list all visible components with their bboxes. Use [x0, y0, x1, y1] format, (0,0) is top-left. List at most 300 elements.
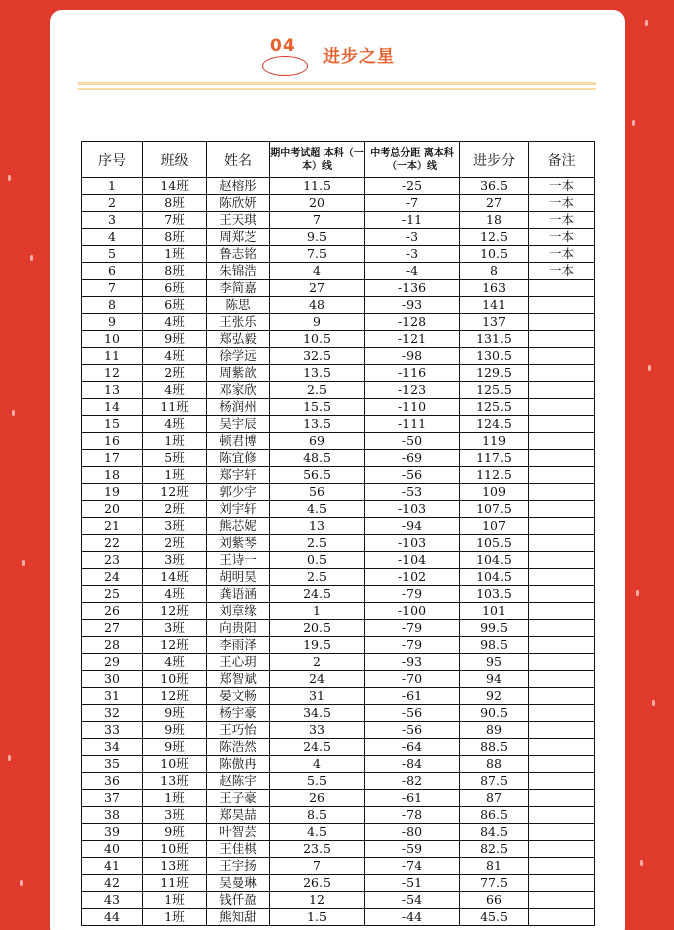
cell-index: 18	[82, 467, 143, 484]
cell-progress: 88	[460, 756, 529, 773]
cell-index: 3	[82, 212, 143, 229]
cell-name: 吴宇辰	[207, 416, 270, 433]
cell-class: 11班	[143, 399, 207, 416]
cell-entrance-below: -98	[365, 348, 460, 365]
cell-progress: 66	[460, 892, 529, 909]
cell-class: 9班	[143, 739, 207, 756]
cell-class: 9班	[143, 331, 207, 348]
table-row	[82, 722, 595, 739]
cell-entrance-below: -80	[365, 824, 460, 841]
cell-name: 杨润州	[207, 399, 270, 416]
confetti-dot	[8, 175, 11, 181]
cell-name: 赵陈宇	[207, 773, 270, 790]
table-row	[82, 756, 595, 773]
cell-entrance-below: -121	[365, 331, 460, 348]
cell-name: 刘章缘	[207, 603, 270, 620]
cell-entrance-below: -110	[365, 399, 460, 416]
column-header-progress: 进步分	[460, 142, 529, 178]
cell-index: 24	[82, 569, 143, 586]
cell-index: 34	[82, 739, 143, 756]
cell-remark	[529, 654, 595, 671]
cell-entrance-below: -44	[365, 909, 460, 926]
cell-name: 郑智斌	[207, 671, 270, 688]
confetti-dot	[640, 860, 643, 866]
cell-remark	[529, 909, 595, 926]
cell-name: 晏文畅	[207, 688, 270, 705]
cell-class: 6班	[143, 297, 207, 314]
cell-midterm-above: 12	[270, 892, 365, 909]
cell-class: 8班	[143, 263, 207, 280]
cell-entrance-below: -93	[365, 654, 460, 671]
cell-class: 9班	[143, 824, 207, 841]
cell-name: 陈浩然	[207, 739, 270, 756]
cell-progress: 87.5	[460, 773, 529, 790]
cell-entrance-below: -7	[365, 195, 460, 212]
cell-name: 王天琪	[207, 212, 270, 229]
cell-name: 郑弘毅	[207, 331, 270, 348]
cell-name: 朱锦浩	[207, 263, 270, 280]
cell-midterm-above: 2.5	[270, 535, 365, 552]
cell-progress: 125.5	[460, 382, 529, 399]
cell-name: 陈傲冉	[207, 756, 270, 773]
table-row	[82, 637, 595, 654]
cell-index: 8	[82, 297, 143, 314]
cell-progress: 163	[460, 280, 529, 297]
cell-midterm-above: 33	[270, 722, 365, 739]
cell-remark	[529, 739, 595, 756]
cell-progress: 104.5	[460, 552, 529, 569]
table-row	[82, 331, 595, 348]
cell-class: 12班	[143, 484, 207, 501]
cell-remark	[529, 348, 595, 365]
cell-class: 6班	[143, 280, 207, 297]
cell-midterm-above: 8.5	[270, 807, 365, 824]
cell-index: 29	[82, 654, 143, 671]
cell-progress: 82.5	[460, 841, 529, 858]
table-row	[82, 620, 595, 637]
cell-name: 胡明昊	[207, 569, 270, 586]
cell-midterm-above: 69	[270, 433, 365, 450]
cell-index: 40	[82, 841, 143, 858]
cell-midterm-above: 7	[270, 858, 365, 875]
cell-remark	[529, 841, 595, 858]
cell-progress: 107.5	[460, 501, 529, 518]
cell-progress: 95	[460, 654, 529, 671]
cell-progress: 45.5	[460, 909, 529, 926]
divider-line	[78, 82, 596, 85]
oval-icon	[262, 56, 308, 76]
cell-progress: 103.5	[460, 586, 529, 603]
cell-entrance-below: -61	[365, 688, 460, 705]
cell-midterm-above: 5.5	[270, 773, 365, 790]
cell-name: 周紫歆	[207, 365, 270, 382]
cell-index: 41	[82, 858, 143, 875]
cell-remark	[529, 280, 595, 297]
cell-name: 顿君博	[207, 433, 270, 450]
cell-index: 1	[82, 178, 143, 195]
cell-index: 32	[82, 705, 143, 722]
cell-class: 13班	[143, 858, 207, 875]
cell-entrance-below: -54	[365, 892, 460, 909]
table-row	[82, 433, 595, 450]
table-row	[82, 382, 595, 399]
cell-remark	[529, 722, 595, 739]
cell-class: 10班	[143, 841, 207, 858]
cell-remark	[529, 756, 595, 773]
cell-progress: 129.5	[460, 365, 529, 382]
table-row	[82, 909, 595, 926]
cell-midterm-above: 48	[270, 297, 365, 314]
cell-entrance-below: -94	[365, 518, 460, 535]
cell-entrance-below: -79	[365, 620, 460, 637]
table-row	[82, 365, 595, 382]
cell-progress: 27	[460, 195, 529, 212]
cell-midterm-above: 32.5	[270, 348, 365, 365]
cell-remark	[529, 875, 595, 892]
cell-progress: 8	[460, 263, 529, 280]
cell-progress: 119	[460, 433, 529, 450]
cell-name: 刘宇轩	[207, 501, 270, 518]
cell-entrance-below: -103	[365, 535, 460, 552]
table-row	[82, 739, 595, 756]
cell-entrance-below: -116	[365, 365, 460, 382]
cell-entrance-below: -56	[365, 722, 460, 739]
cell-index: 43	[82, 892, 143, 909]
cell-progress: 90.5	[460, 705, 529, 722]
cell-name: 赵榕彤	[207, 178, 270, 195]
cell-class: 3班	[143, 518, 207, 535]
cell-remark	[529, 773, 595, 790]
cell-progress: 125.5	[460, 399, 529, 416]
cell-progress: 81	[460, 858, 529, 875]
cell-index: 21	[82, 518, 143, 535]
cell-remark	[529, 705, 595, 722]
cell-midterm-above: 23.5	[270, 841, 365, 858]
table-row	[82, 773, 595, 790]
cell-remark	[529, 688, 595, 705]
cell-progress: 84.5	[460, 824, 529, 841]
column-header-remark: 备注	[529, 142, 595, 178]
table-row	[82, 705, 595, 722]
cell-remark	[529, 382, 595, 399]
cell-progress: 36.5	[460, 178, 529, 195]
cell-name: 郭少宇	[207, 484, 270, 501]
section-title: 进步之星	[323, 47, 395, 67]
cell-name: 龚语涵	[207, 586, 270, 603]
section-number: 04	[270, 36, 296, 56]
cell-midterm-above: 13.5	[270, 365, 365, 382]
cell-entrance-below: -128	[365, 314, 460, 331]
cell-name: 王张乐	[207, 314, 270, 331]
cell-progress: 10.5	[460, 246, 529, 263]
cell-midterm-above: 19.5	[270, 637, 365, 654]
cell-midterm-above: 13.5	[270, 416, 365, 433]
cell-index: 17	[82, 450, 143, 467]
cell-entrance-below: -70	[365, 671, 460, 688]
column-header-entrance-below-line: 中考总分距 离本科（一本）线	[365, 142, 460, 178]
cell-name: 王佳棋	[207, 841, 270, 858]
table-row	[82, 892, 595, 909]
cell-midterm-above: 48.5	[270, 450, 365, 467]
confetti-dot	[652, 700, 655, 706]
confetti-dot	[12, 410, 15, 416]
cell-index: 31	[82, 688, 143, 705]
cell-class: 1班	[143, 246, 207, 263]
table-row	[82, 518, 595, 535]
cell-remark	[529, 671, 595, 688]
cell-remark	[529, 433, 595, 450]
cell-entrance-below: -59	[365, 841, 460, 858]
cell-progress: 12.5	[460, 229, 529, 246]
cell-remark	[529, 501, 595, 518]
cell-midterm-above: 7	[270, 212, 365, 229]
cell-midterm-above: 4.5	[270, 501, 365, 518]
cell-remark	[529, 790, 595, 807]
cell-progress: 141	[460, 297, 529, 314]
cell-entrance-below: -11	[365, 212, 460, 229]
cell-name: 王子豪	[207, 790, 270, 807]
cell-entrance-below: -53	[365, 484, 460, 501]
table-body	[82, 178, 595, 926]
cell-remark	[529, 620, 595, 637]
cell-entrance-below: -61	[365, 790, 460, 807]
cell-index: 9	[82, 314, 143, 331]
column-header-index: 序号	[82, 142, 143, 178]
cell-name: 徐学远	[207, 348, 270, 365]
cell-class: 1班	[143, 433, 207, 450]
cell-remark	[529, 484, 595, 501]
cell-progress: 124.5	[460, 416, 529, 433]
cell-index: 33	[82, 722, 143, 739]
cell-class: 3班	[143, 552, 207, 569]
cell-name: 熊知甜	[207, 909, 270, 926]
cell-class: 3班	[143, 807, 207, 824]
cell-progress: 92	[460, 688, 529, 705]
cell-remark	[529, 399, 595, 416]
cell-remark	[529, 450, 595, 467]
cell-class: 14班	[143, 178, 207, 195]
cell-midterm-above: 20.5	[270, 620, 365, 637]
cell-entrance-below: -51	[365, 875, 460, 892]
cell-name: 王诗一	[207, 552, 270, 569]
cell-remark	[529, 365, 595, 382]
table-row	[82, 450, 595, 467]
cell-name: 王心玥	[207, 654, 270, 671]
cell-midterm-above: 27	[270, 280, 365, 297]
cell-class: 4班	[143, 348, 207, 365]
cell-progress: 98.5	[460, 637, 529, 654]
cell-name: 陈思	[207, 297, 270, 314]
cell-index: 4	[82, 229, 143, 246]
cell-index: 27	[82, 620, 143, 637]
cell-entrance-below: -82	[365, 773, 460, 790]
table-row	[82, 263, 595, 280]
confetti-dot	[645, 20, 648, 26]
cell-entrance-below: -4	[365, 263, 460, 280]
cell-index: 13	[82, 382, 143, 399]
confetti-dot	[22, 560, 25, 566]
cell-midterm-above: 26	[270, 790, 365, 807]
cell-midterm-above: 24	[270, 671, 365, 688]
cell-remark	[529, 314, 595, 331]
cell-entrance-below: -123	[365, 382, 460, 399]
confetti-dot	[648, 365, 651, 371]
cell-name: 陈宜修	[207, 450, 270, 467]
cell-name: 钱仟盈	[207, 892, 270, 909]
cell-progress: 94	[460, 671, 529, 688]
table-row	[82, 790, 595, 807]
cell-name: 杨宇豪	[207, 705, 270, 722]
cell-remark	[529, 297, 595, 314]
cell-entrance-below: -69	[365, 450, 460, 467]
cell-midterm-above: 26.5	[270, 875, 365, 892]
table-row	[82, 229, 595, 246]
cell-remark	[529, 586, 595, 603]
cell-progress: 87	[460, 790, 529, 807]
cell-midterm-above: 9.5	[270, 229, 365, 246]
cell-name: 郑宇轩	[207, 467, 270, 484]
cell-progress: 137	[460, 314, 529, 331]
cell-remark: 一本	[529, 212, 595, 229]
cell-index: 37	[82, 790, 143, 807]
cell-index: 23	[82, 552, 143, 569]
table-row	[82, 875, 595, 892]
cell-remark	[529, 603, 595, 620]
table-row	[82, 569, 595, 586]
cell-index: 6	[82, 263, 143, 280]
table-row	[82, 246, 595, 263]
cell-class: 5班	[143, 450, 207, 467]
cell-index: 35	[82, 756, 143, 773]
cell-index: 20	[82, 501, 143, 518]
cell-class: 2班	[143, 535, 207, 552]
cell-class: 8班	[143, 195, 207, 212]
table-row	[82, 807, 595, 824]
cell-index: 39	[82, 824, 143, 841]
cell-remark	[529, 518, 595, 535]
cell-midterm-above: 4.5	[270, 824, 365, 841]
confetti-dot	[30, 255, 33, 261]
cell-name: 王宇扬	[207, 858, 270, 875]
table-row	[82, 195, 595, 212]
cell-index: 44	[82, 909, 143, 926]
cell-name: 吴曼琳	[207, 875, 270, 892]
progress-ranking-table	[81, 141, 595, 926]
column-header-name: 姓名	[207, 142, 270, 178]
cell-midterm-above: 2.5	[270, 382, 365, 399]
cell-remark	[529, 331, 595, 348]
table-row	[82, 824, 595, 841]
cell-midterm-above: 2	[270, 654, 365, 671]
table-row	[82, 178, 595, 195]
cell-midterm-above: 31	[270, 688, 365, 705]
column-header-class: 班级	[143, 142, 207, 178]
cell-progress: 89	[460, 722, 529, 739]
cell-midterm-above: 0.5	[270, 552, 365, 569]
cell-midterm-above: 20	[270, 195, 365, 212]
table-row	[82, 280, 595, 297]
cell-entrance-below: -102	[365, 569, 460, 586]
cell-name: 李简嘉	[207, 280, 270, 297]
cell-index: 14	[82, 399, 143, 416]
cell-index: 15	[82, 416, 143, 433]
cell-index: 30	[82, 671, 143, 688]
cell-class: 12班	[143, 603, 207, 620]
cell-midterm-above: 7.5	[270, 246, 365, 263]
cell-entrance-below: -3	[365, 229, 460, 246]
cell-progress: 104.5	[460, 569, 529, 586]
table-row	[82, 858, 595, 875]
cell-class: 4班	[143, 654, 207, 671]
cell-entrance-below: -100	[365, 603, 460, 620]
cell-entrance-below: -25	[365, 178, 460, 195]
cell-remark: 一本	[529, 195, 595, 212]
cell-name: 叶智芸	[207, 824, 270, 841]
cell-name: 熊芯妮	[207, 518, 270, 535]
cell-remark	[529, 535, 595, 552]
cell-entrance-below: -74	[365, 858, 460, 875]
cell-remark	[529, 569, 595, 586]
divider-line	[78, 88, 596, 90]
cell-name: 周郑芝	[207, 229, 270, 246]
cell-entrance-below: -136	[365, 280, 460, 297]
cell-class: 8班	[143, 229, 207, 246]
cell-midterm-above: 1.5	[270, 909, 365, 926]
cell-class: 2班	[143, 365, 207, 382]
cell-class: 1班	[143, 892, 207, 909]
cell-index: 16	[82, 433, 143, 450]
cell-class: 1班	[143, 467, 207, 484]
cell-remark: 一本	[529, 178, 595, 195]
table-row	[82, 688, 595, 705]
cell-index: 2	[82, 195, 143, 212]
cell-remark	[529, 416, 595, 433]
cell-remark	[529, 892, 595, 909]
cell-midterm-above: 24.5	[270, 586, 365, 603]
cell-remark	[529, 467, 595, 484]
cell-entrance-below: -56	[365, 705, 460, 722]
content-card	[50, 10, 625, 930]
table-row	[82, 416, 595, 433]
cell-class: 10班	[143, 756, 207, 773]
table-row	[82, 314, 595, 331]
table-row	[82, 671, 595, 688]
table-row	[82, 586, 595, 603]
table-row	[82, 297, 595, 314]
table-row	[82, 552, 595, 569]
cell-remark	[529, 858, 595, 875]
cell-name: 李雨泽	[207, 637, 270, 654]
cell-name: 陈欣妍	[207, 195, 270, 212]
cell-midterm-above: 24.5	[270, 739, 365, 756]
cell-name: 刘紫琴	[207, 535, 270, 552]
confetti-dot	[8, 755, 11, 761]
cell-midterm-above: 34.5	[270, 705, 365, 722]
cell-midterm-above: 2.5	[270, 569, 365, 586]
cell-index: 36	[82, 773, 143, 790]
table-row	[82, 535, 595, 552]
cell-progress: 86.5	[460, 807, 529, 824]
cell-index: 10	[82, 331, 143, 348]
cell-progress: 107	[460, 518, 529, 535]
cell-name: 向贵阳	[207, 620, 270, 637]
cell-entrance-below: -78	[365, 807, 460, 824]
cell-entrance-below: -79	[365, 637, 460, 654]
confetti-dot	[20, 880, 23, 886]
cell-midterm-above: 11.5	[270, 178, 365, 195]
cell-class: 9班	[143, 722, 207, 739]
cell-name: 邓家欣	[207, 382, 270, 399]
